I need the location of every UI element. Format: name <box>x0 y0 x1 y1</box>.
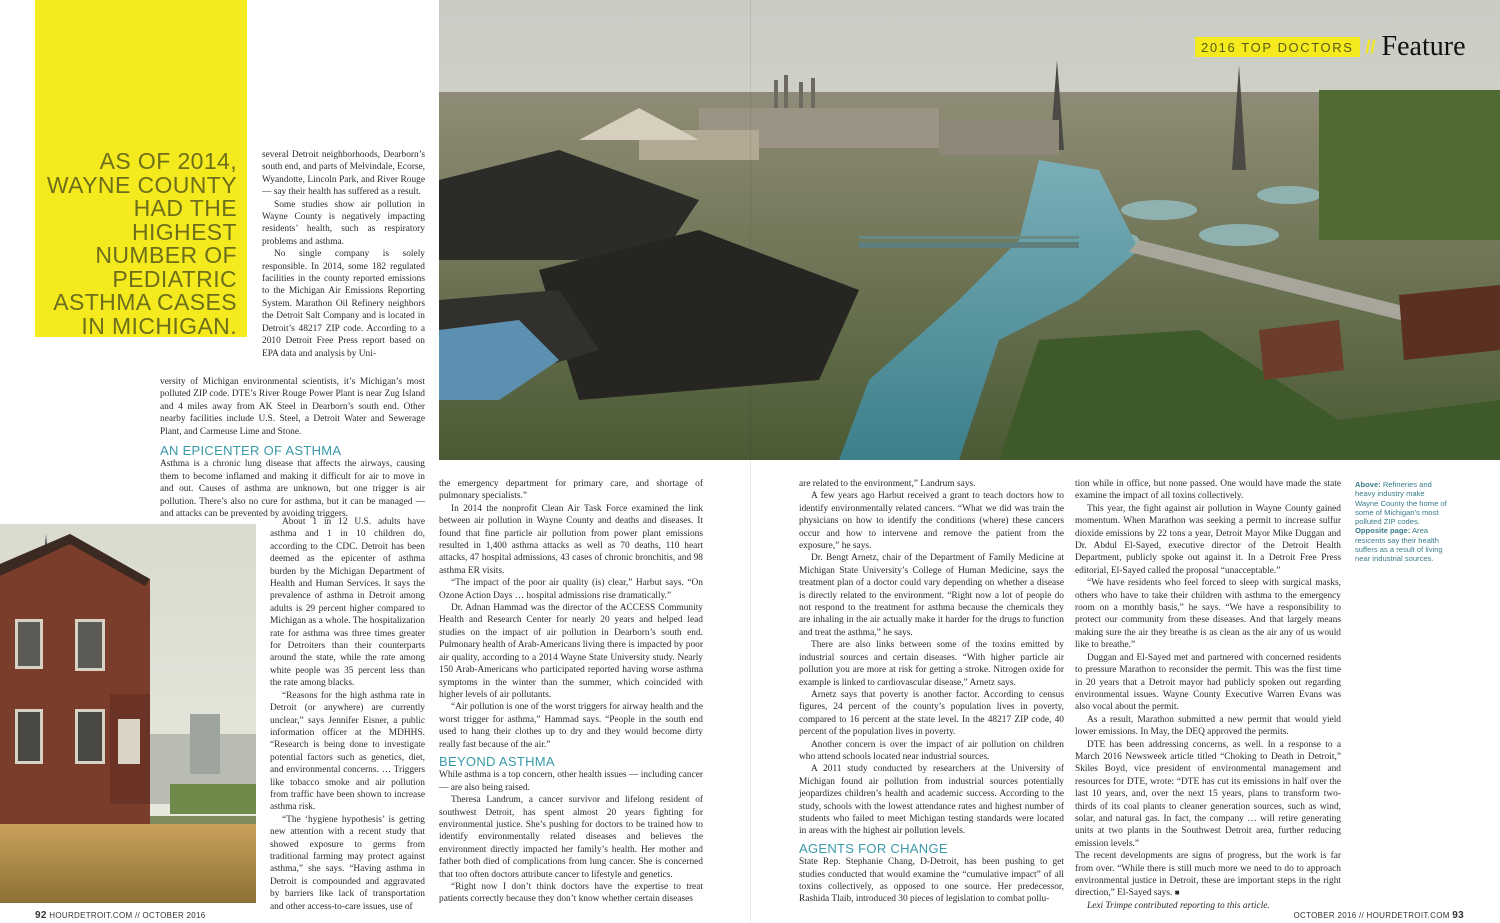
paragraph: Some studies show air pollution in Wayne County is negatively impacting residents’ health, such as respiratory problems and asthma. <box>262 199 425 247</box>
paragraph: “The ‘hygiene hypothesis’ is getting new attention with a recent study that showed exposure to germs from traditional farming may protect against asthma,” she says. “Having asthma in Detroit is compounded and aggravated by barriers like lack of transportation and other access-to-care issues, use of <box>270 814 425 912</box>
article-column-1-bottom <box>270 516 425 913</box>
paragraph: are related to the environment,” Landrum says. <box>799 479 976 489</box>
paragraph: Another concern is over the impact of air pollution on children who attend schools located near industrial sources. <box>799 739 1064 762</box>
paragraph: No single company is solely responsible. In 2014, some 182 regulated facilities in the county reported emissions to the Michigan Air Emissions Reporting System. Marathon Oil Refinery neighbors the Detroit Salt Company and is located in Detroit’s 48217 ZIP code. According to a 2010 Detroit Free Press report based on EPA data and analysis by Uni- <box>262 249 425 359</box>
subhead-epicenter: AN EPICENTER OF ASTHMA <box>160 443 342 459</box>
house-photo <box>0 524 256 903</box>
article-column-2 <box>439 478 703 906</box>
paragraph: several Detroit neighborhoods, Dearborn’s south end, and parts of Melvindale, Ecorse, Wyandotte, Lincoln Park, and River Rouge — say their health has suffered as a result. <box>262 150 425 198</box>
paragraph: Asthma is a chronic lung disease that affects the airways, causing them to become inflamed and making it difficult for air to move in and out. Causes of asthma are unknown, but one trigger is air pollution. There’s also no cure for asthma, but it can be managed — and attacks can be prevented by avoiding triggers. <box>160 459 425 520</box>
article-column-3 <box>799 478 1064 906</box>
caption-opposite-label: Opposite page: <box>1355 526 1411 536</box>
footer-left-text: HOURDETROIT.COM // OCTOBER 2016 <box>49 911 206 920</box>
footer-left <box>35 910 206 921</box>
paragraph: In 2014 the nonprofit Clean Air Task Force examined the link between air pollution in Wayne County and deaths and diseases. It found that fine particle air pollution from power plant emissions resulted in 1,400 asthma attacks as well as 70 deaths, 110 heart attacks, 47 hospital admissions, 43 cases of chronic bronchitis, and 98 asthma ER visits. <box>439 503 703 576</box>
caption-above-text: Refineries and heavy industry make Wayne County the home of some of Michigan’s most polluted ZIP codes. <box>1355 480 1447 527</box>
page-number-right: 93 <box>1452 910 1464 921</box>
caption-above-label: Above: <box>1355 480 1381 489</box>
paragraph: “Air pollution is one of the worst triggers for airway health and the worst trigger for asthma,” Hammad says. “People in the south end used to hang their clothes up to dry and they would become dirty really fast because of the air.” <box>439 702 703 750</box>
paragraph: A few years ago Harbut received a grant to teach doctors how to identify environmentally related cancers. “What we did was train the physicians on how to identify the conditions (where) these cancers occur and how to intervene and remove the patient from the exposure,” he says. <box>799 491 1064 552</box>
page-number-left: 92 <box>35 910 47 921</box>
paragraph: “Right now I don’t think doctors have the expertise to treat patients correctly because they don’t know whether certain diseases <box>439 882 703 905</box>
paragraph: A 2011 study conducted by researchers at the University of Michigan found air pollution from industrial sources potentially jeopardizes children’s health and academic success. According to the study, schools with the lowest attendance rates and highest number of students who failed to meet Michigan testing standards were located in areas with the highest air pollution levels. <box>799 764 1064 837</box>
paragraph: The recent developments are signs of progress, but the work is far from over. “While there is still much more we need to do to approach environmental justice in Detroit, these are important steps in the right direction,” El-Sayed says. <box>1075 851 1341 899</box>
paragraph: Theresa Landrum, a cancer survivor and lifelong resident of southwest Detroit, has spent almost 20 years fighting for environmental justice. She’s pushing for doctors to be trained how to identify environmentally related diseases and believes the environment directly impacted her family’s health. Her mother and father both died of complications from lung cancer. She is concerned that too often doctors attribute cancer to lifestyle and genetics. <box>439 795 703 880</box>
credit-line: Lexi Trimpe contributed reporting to this article. <box>1087 900 1270 911</box>
section-header <box>1195 31 1466 62</box>
paragraph: Dr. Adnan Hammad was the director of the ACCESS Community Health and Research Center for nearly 20 years and helped lead studies on the impact of air pollution in Dearborn’s south end. Pulmonary health of Arab-Americans living there is impacted by poor air quality, according to a 2014 Wayne State University study. Nearly 150 Arab-Americans who participated reported having worse asthma symptoms in the winter than the summer, which coincided with higher levels of air pollutants. <box>439 603 703 700</box>
section-name: Feature <box>1381 31 1466 62</box>
paragraph: While asthma is a top concern, other health issues — including cancer — are also being raised. <box>439 770 703 793</box>
aerial-photo <box>439 0 1500 460</box>
article-column-1-top <box>262 149 425 360</box>
subhead-agents-for-change: AGENTS FOR CHANGE <box>799 840 948 856</box>
paragraph: the emergency department for primary care, and shortage of pulmonary specialists.” <box>439 479 703 502</box>
paragraph: tion while in office, but none passed. One would have made the state examine the impact of all toxins collectively. <box>1075 479 1341 502</box>
paragraph: Arnetz says that poverty is another factor. According to census figures, 24 percent of the county’s population lives in poverty, compared to 16 percent at the state level. In the 48217 ZIP code, 40 percent of the population lives in poverty. <box>799 689 1064 738</box>
paragraph: Dr. Bengt Arnetz, chair of the Department of Family Medicine at Michigan State University’s College of Human Medicine, says the treatment plan of a doctor could vary depending on whether a disease is directly related to the environment. “Right now a lot of people do not respond to the treatment for asthma because the chemicals they are inhaling in the air actually make it harder for the drugs to function and treat the asthma,” he says. <box>799 553 1064 638</box>
paragraph: DTE has been addressing concerns, as well. In a response to a March 2016 Newsweek article titled “Choking to Death in Detroit,” Skiles Boyd, vice president of environmental management and resources for DTE, wrote: “DTE has cut its emissions in half over the last 10 years, and, over the next 15 years, plans to transform two-thirds of its coal plants to cleaner generation sources, such as wind, solar, and natural gas. In fact, the company … will retire generating units at two plants in the Southwest Detroit area, further reducing emission levels.” <box>1075 739 1341 849</box>
caption-opposite-text: Area resicents say their health suffers as a result of living near industrial sources. <box>1355 526 1443 564</box>
paragraph: “The impact of the poor air quality (is) clear,” Harbut says. “On Ozone Action Days … hospital admissions rise dramatically.” <box>439 578 703 601</box>
footer-right-text: OCTOBER 2016 // HOURDETROIT.COM <box>1293 911 1450 920</box>
paragraph: versity of Michigan environmental scientists, it’s Michigan’s most polluted ZIP code. DTE’s River Rouge Power Plant is near Zug Island and 4 miles away from AK Steel in Dearborn’s south end. Other nearby facilities include U.S. Steel, a Detroit Water and Sewerage Plant, and Carmeuse Lime and Stone. <box>160 377 425 437</box>
paragraph: State Rep. Stephanie Chang, D-Detroit, has been pushing to get studies conducted that would examine the “cumulative impact” of all toxins collectively, as opposed to one source. Her predecessor, Rashida Tlaib, introduced 30 pieces of legislation to combat pollu- <box>799 857 1064 905</box>
paragraph: “Reasons for the high asthma rate in Detroit (or anywhere) are currently unclear,” says Jennifer Eisner, a public information officer at the MDHHS. “Research is being done to investigate potential factors such as genetics, diet, and environmental concerns. … Triggers like tobacco smoke and air pollution from traffic have been shown to increase asthma risk. <box>270 690 425 813</box>
paragraph: “We have residents who feel forced to sleep with surgical masks, others who have to take their children with asthma to the emergency room on a monthly basis,” he says. “We have a responsibility to protect our community from these diseases. And that largely means making sure the air they breathe is as clean as the air any of us would like to breathe.” <box>1075 578 1341 651</box>
photo-caption <box>1355 480 1447 564</box>
paragraph: About 1 in 12 U.S. adults have asthma and 1 in 10 children do, according to the CDC. Detroit has been deemed as the epicenter of asthma burden by the Michigan Department of Health and Human Services. It says the prevalence of asthma in Detroit among adults is 29 percent higher compared to Michigan as a whole. The hospitalization rate for asthma was three times greater for Detroiters than their counterparts around the state, while the rate among white people was 35 percent less than the rate among blacks. <box>270 517 425 689</box>
article-column-4 <box>1075 478 1341 912</box>
article-column-1-wide <box>160 376 425 520</box>
section-separator: // <box>1365 36 1376 57</box>
paragraph: This year, the fight against air pollution in Wayne County gained momentum. When Marathon was seeking a permit to increase sulfur dioxide emissions by 22 tons a year, Detroit Mayor Mike Duggan and Dr. Abdul El-Sayed, executive director of the Detroit Health Department, publicly spoke out against it. In a Detroit Free Press editorial, El-Sayed called the proposal “unacceptable.” <box>1075 503 1341 576</box>
end-mark-icon: ■ <box>1174 888 1180 898</box>
page-gutter <box>750 0 751 923</box>
pull-quote: AS OF 2014, WAYNE COUNTY HAD THE HIGHEST NUMBER OF PEDIATRIC ASTHMA CASES IN MICHIGAN. <box>46 148 237 339</box>
paragraph: There are also links between some of the toxins emitted by industrial sources and certain diseases. “With higher particle air pollution you are more at risk for getting a stroke. Nitrogen oxide for example is linked to cardiovascular disease,” Arnetz says. <box>799 640 1064 688</box>
paragraph: Duggan and El-Sayed met and partnered with concerned residents to pressure Marathon to reconsider the permit. This was the first time in 20 years that a Detroit mayor had publicly spoken out regarding environmental issues. Wayne County Executive Warren Evans was also vocal about the permit. <box>1075 652 1341 713</box>
paragraph: As a result, Marathon submitted a new permit that would yield lower emissions. In May, the DEQ approved the permits. <box>1075 714 1341 738</box>
footer-right <box>1293 910 1464 921</box>
section-tag: 2016 TOP DOCTORS <box>1195 37 1360 57</box>
subhead-beyond-asthma: BEYOND ASTHMA <box>439 753 555 769</box>
